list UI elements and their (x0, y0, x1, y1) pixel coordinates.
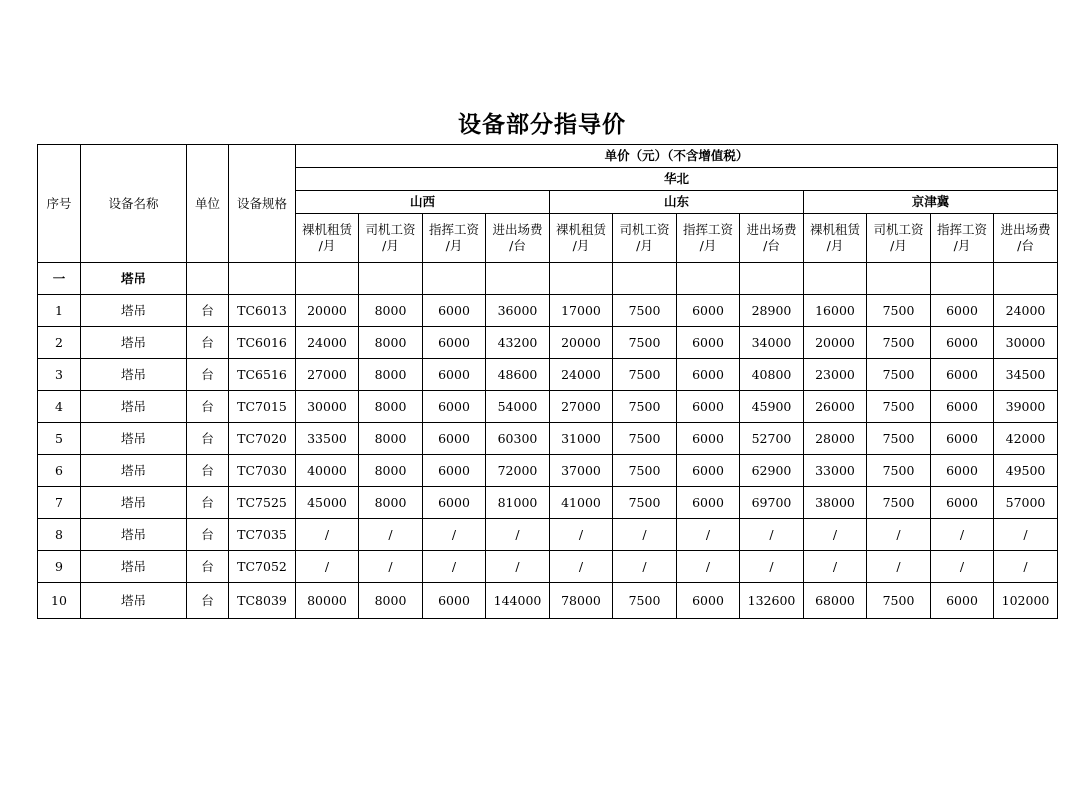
row-value: 43200 (486, 327, 550, 359)
row-name: 塔吊 (81, 391, 187, 423)
row-name: 塔吊 (81, 487, 187, 519)
sub-column-label: 裸机租赁 (809, 222, 860, 237)
row-value: 26000 (804, 391, 867, 423)
row-value: 16000 (804, 295, 867, 327)
header-sub-column (804, 214, 867, 263)
row-value: 6000 (423, 583, 486, 619)
row-value: 6000 (931, 487, 994, 519)
row-value: 27000 (550, 391, 613, 423)
row-value: 7500 (867, 295, 931, 327)
row-unit: 台 (187, 583, 229, 619)
row-unit: 台 (187, 423, 229, 455)
row-value: 8000 (359, 295, 423, 327)
row-value: 24000 (296, 327, 359, 359)
row-seq: 1 (38, 295, 81, 327)
header-name: 设备名称 (81, 145, 187, 263)
row-value: 7500 (613, 455, 677, 487)
row-name: 塔吊 (81, 583, 187, 619)
sub-column-unit: /月 (953, 238, 971, 253)
row-value: 48600 (486, 359, 550, 391)
table-row (38, 391, 1058, 423)
row-value: 7500 (867, 487, 931, 519)
row-unit: 台 (187, 295, 229, 327)
row-spec: TC7015 (229, 391, 296, 423)
row-value: 52700 (740, 423, 804, 455)
sub-column-label: 指挥工资 (936, 222, 987, 237)
row-spec: TC6516 (229, 359, 296, 391)
row-value: / (804, 551, 867, 583)
row-value: 7500 (613, 423, 677, 455)
sub-column-unit: /月 (636, 238, 653, 253)
row-value: / (740, 551, 804, 583)
row-value: 6000 (677, 295, 740, 327)
row-value: 72000 (486, 455, 550, 487)
table-row (38, 519, 1058, 551)
row-value: 8000 (359, 423, 423, 455)
row-value: 6000 (423, 391, 486, 423)
row-value: 7500 (613, 391, 677, 423)
row-name: 塔吊 (81, 551, 187, 583)
row-spec: TC7052 (229, 551, 296, 583)
row-value: 7500 (613, 487, 677, 519)
header-sub-column (931, 214, 994, 263)
row-value: / (359, 519, 423, 551)
row-value: / (550, 551, 613, 583)
price-table (37, 144, 1058, 619)
row-value: 60300 (486, 423, 550, 455)
row-value: 68000 (804, 583, 867, 619)
row-unit: 台 (187, 487, 229, 519)
row-value: / (994, 551, 1058, 583)
row-value: 80000 (296, 583, 359, 619)
sub-column-label: 进出场费 (746, 222, 797, 237)
row-value: / (931, 519, 994, 551)
row-value: 81000 (486, 487, 550, 519)
header-sub-column (296, 214, 359, 263)
row-seq: 8 (38, 519, 81, 551)
header-sub-column (994, 214, 1058, 263)
row-name: 塔吊 (81, 423, 187, 455)
row-value: 8000 (359, 391, 423, 423)
row-value: 6000 (931, 295, 994, 327)
row-value: 45900 (740, 391, 804, 423)
row-value: 8000 (359, 455, 423, 487)
table-row (38, 583, 1058, 619)
row-unit: 台 (187, 327, 229, 359)
row-value: 8000 (359, 327, 423, 359)
row-value: / (677, 551, 740, 583)
row-name: 塔吊 (81, 455, 187, 487)
sub-column-label: 裸机租赁 (301, 222, 352, 237)
header-province: 京津冀 (804, 191, 1058, 214)
row-value: / (486, 551, 550, 583)
header-sub-column (613, 214, 677, 263)
row-seq: 10 (38, 583, 81, 619)
row-value: / (804, 519, 867, 551)
sub-column-label: 司机工资 (873, 222, 924, 237)
row-value: 34500 (994, 359, 1058, 391)
sub-column-unit: /月 (572, 238, 590, 253)
row-value: / (550, 519, 613, 551)
row-value: / (613, 551, 677, 583)
row-value: 7500 (613, 295, 677, 327)
row-value: 69700 (740, 487, 804, 519)
row-value: / (613, 519, 677, 551)
row-value: 8000 (359, 487, 423, 519)
row-value: 30000 (994, 327, 1058, 359)
row-value: 38000 (804, 487, 867, 519)
row-unit: 台 (187, 391, 229, 423)
row-name: 塔吊 (81, 359, 187, 391)
sub-column-unit: /月 (318, 238, 336, 253)
header-sub-column (486, 214, 550, 263)
row-value: 30000 (296, 391, 359, 423)
row-value: / (359, 551, 423, 583)
header-price-unit: 单价（元）（不含增值税） (296, 145, 1058, 168)
row-spec: TC7035 (229, 519, 296, 551)
row-unit: 台 (187, 455, 229, 487)
sub-column-unit: /台 (1017, 238, 1034, 253)
row-name: 塔吊 (81, 327, 187, 359)
row-value: / (677, 519, 740, 551)
sub-column-label: 司机工资 (619, 222, 670, 237)
sub-column-label: 指挥工资 (682, 222, 733, 237)
row-value: 6000 (677, 391, 740, 423)
row-unit: 台 (187, 519, 229, 551)
row-seq: 6 (38, 455, 81, 487)
row-value: 6000 (423, 295, 486, 327)
sub-column-unit: /月 (382, 238, 399, 253)
sub-column-unit: /月 (890, 238, 907, 253)
header-sub-column (740, 214, 804, 263)
row-value: 20000 (550, 327, 613, 359)
row-value: / (486, 519, 550, 551)
row-spec: TC6013 (229, 295, 296, 327)
row-value: 6000 (677, 487, 740, 519)
row-value: 7500 (613, 583, 677, 619)
row-value: / (423, 551, 486, 583)
row-value: 6000 (677, 327, 740, 359)
row-value: 6000 (677, 583, 740, 619)
row-value: 6000 (423, 487, 486, 519)
row-value: 6000 (931, 583, 994, 619)
row-value: 7500 (867, 583, 931, 619)
row-spec: TC7030 (229, 455, 296, 487)
header-sub-column (359, 214, 423, 263)
row-value: 23000 (804, 359, 867, 391)
header-sub-column (677, 214, 740, 263)
sub-column-unit: /月 (826, 238, 844, 253)
row-value: 78000 (550, 583, 613, 619)
row-unit: 台 (187, 551, 229, 583)
table-row (38, 423, 1058, 455)
section-name: 塔吊 (81, 263, 187, 295)
row-value: 6000 (931, 391, 994, 423)
table-row (38, 455, 1058, 487)
section-seq: 一 (38, 263, 81, 295)
table-row (38, 327, 1058, 359)
row-value: 37000 (550, 455, 613, 487)
sub-column-label: 裸机租赁 (555, 222, 606, 237)
row-value: 28900 (740, 295, 804, 327)
row-value: 45000 (296, 487, 359, 519)
row-value: 34000 (740, 327, 804, 359)
row-seq: 9 (38, 551, 81, 583)
row-value: 39000 (994, 391, 1058, 423)
row-value: 33500 (296, 423, 359, 455)
header-province: 山东 (550, 191, 804, 214)
row-value: 40800 (740, 359, 804, 391)
row-unit: 台 (187, 359, 229, 391)
row-value: / (867, 519, 931, 551)
header-region: 华北 (296, 168, 1058, 191)
row-value: / (740, 519, 804, 551)
row-value: 28000 (804, 423, 867, 455)
sub-column-unit: /台 (509, 238, 526, 253)
row-value: 7500 (613, 327, 677, 359)
row-value: 36000 (486, 295, 550, 327)
row-value: 6000 (677, 455, 740, 487)
sub-column-label: 司机工资 (365, 222, 416, 237)
row-value: 57000 (994, 487, 1058, 519)
row-value: / (931, 551, 994, 583)
row-value: 27000 (296, 359, 359, 391)
header-spec: 设备规格 (229, 145, 296, 263)
row-value: 7500 (867, 423, 931, 455)
row-value: 7500 (867, 359, 931, 391)
row-value: 62900 (740, 455, 804, 487)
row-value: 20000 (804, 327, 867, 359)
row-value: / (994, 519, 1058, 551)
row-value: 24000 (994, 295, 1058, 327)
row-value: 7500 (867, 327, 931, 359)
row-value: 6000 (931, 423, 994, 455)
row-value: / (296, 551, 359, 583)
sub-column-label: 进出场费 (492, 222, 543, 237)
row-spec: TC7525 (229, 487, 296, 519)
row-value: 7500 (867, 391, 931, 423)
row-value: 42000 (994, 423, 1058, 455)
row-value: / (423, 519, 486, 551)
row-value: / (867, 551, 931, 583)
header-seq: 序号 (38, 145, 81, 263)
row-value: 6000 (931, 359, 994, 391)
row-value: 17000 (550, 295, 613, 327)
sub-column-unit: /月 (699, 238, 717, 253)
sub-column-unit: /月 (445, 238, 463, 253)
row-value: 102000 (994, 583, 1058, 619)
row-value: 6000 (931, 327, 994, 359)
row-value: 144000 (486, 583, 550, 619)
row-value: 6000 (423, 327, 486, 359)
row-value: 132600 (740, 583, 804, 619)
row-value: 7500 (613, 359, 677, 391)
row-value: 8000 (359, 583, 423, 619)
table-row (38, 551, 1058, 583)
row-name: 塔吊 (81, 295, 187, 327)
header-unit: 单位 (187, 145, 229, 263)
row-value: 6000 (423, 359, 486, 391)
table-row (38, 487, 1058, 519)
row-value: 33000 (804, 455, 867, 487)
header-sub-column (550, 214, 613, 263)
sub-column-unit: /台 (763, 238, 780, 253)
sub-column-label: 进出场费 (1000, 222, 1051, 237)
row-seq: 2 (38, 327, 81, 359)
row-value: / (296, 519, 359, 551)
row-spec: TC7020 (229, 423, 296, 455)
row-name: 塔吊 (81, 519, 187, 551)
row-spec: TC6016 (229, 327, 296, 359)
header-province: 山西 (296, 191, 550, 214)
row-value: 6000 (931, 455, 994, 487)
header-sub-column (423, 214, 486, 263)
table-row (38, 295, 1058, 327)
sub-column-label: 指挥工资 (428, 222, 479, 237)
row-value: 40000 (296, 455, 359, 487)
row-value: 41000 (550, 487, 613, 519)
row-value: 31000 (550, 423, 613, 455)
row-value: 24000 (550, 359, 613, 391)
row-value: 49500 (994, 455, 1058, 487)
row-value: 8000 (359, 359, 423, 391)
row-seq: 3 (38, 359, 81, 391)
table-row (38, 359, 1058, 391)
row-spec: TC8039 (229, 583, 296, 619)
row-value: 20000 (296, 295, 359, 327)
row-value: 6000 (677, 359, 740, 391)
page-title: 设备部分指导价 (458, 112, 626, 138)
row-value: 6000 (423, 423, 486, 455)
row-value: 54000 (486, 391, 550, 423)
header-sub-column (867, 214, 931, 263)
row-seq: 7 (38, 487, 81, 519)
row-value: 6000 (423, 455, 486, 487)
row-value: 6000 (677, 423, 740, 455)
row-value: 7500 (867, 455, 931, 487)
row-seq: 5 (38, 423, 81, 455)
row-seq: 4 (38, 391, 81, 423)
